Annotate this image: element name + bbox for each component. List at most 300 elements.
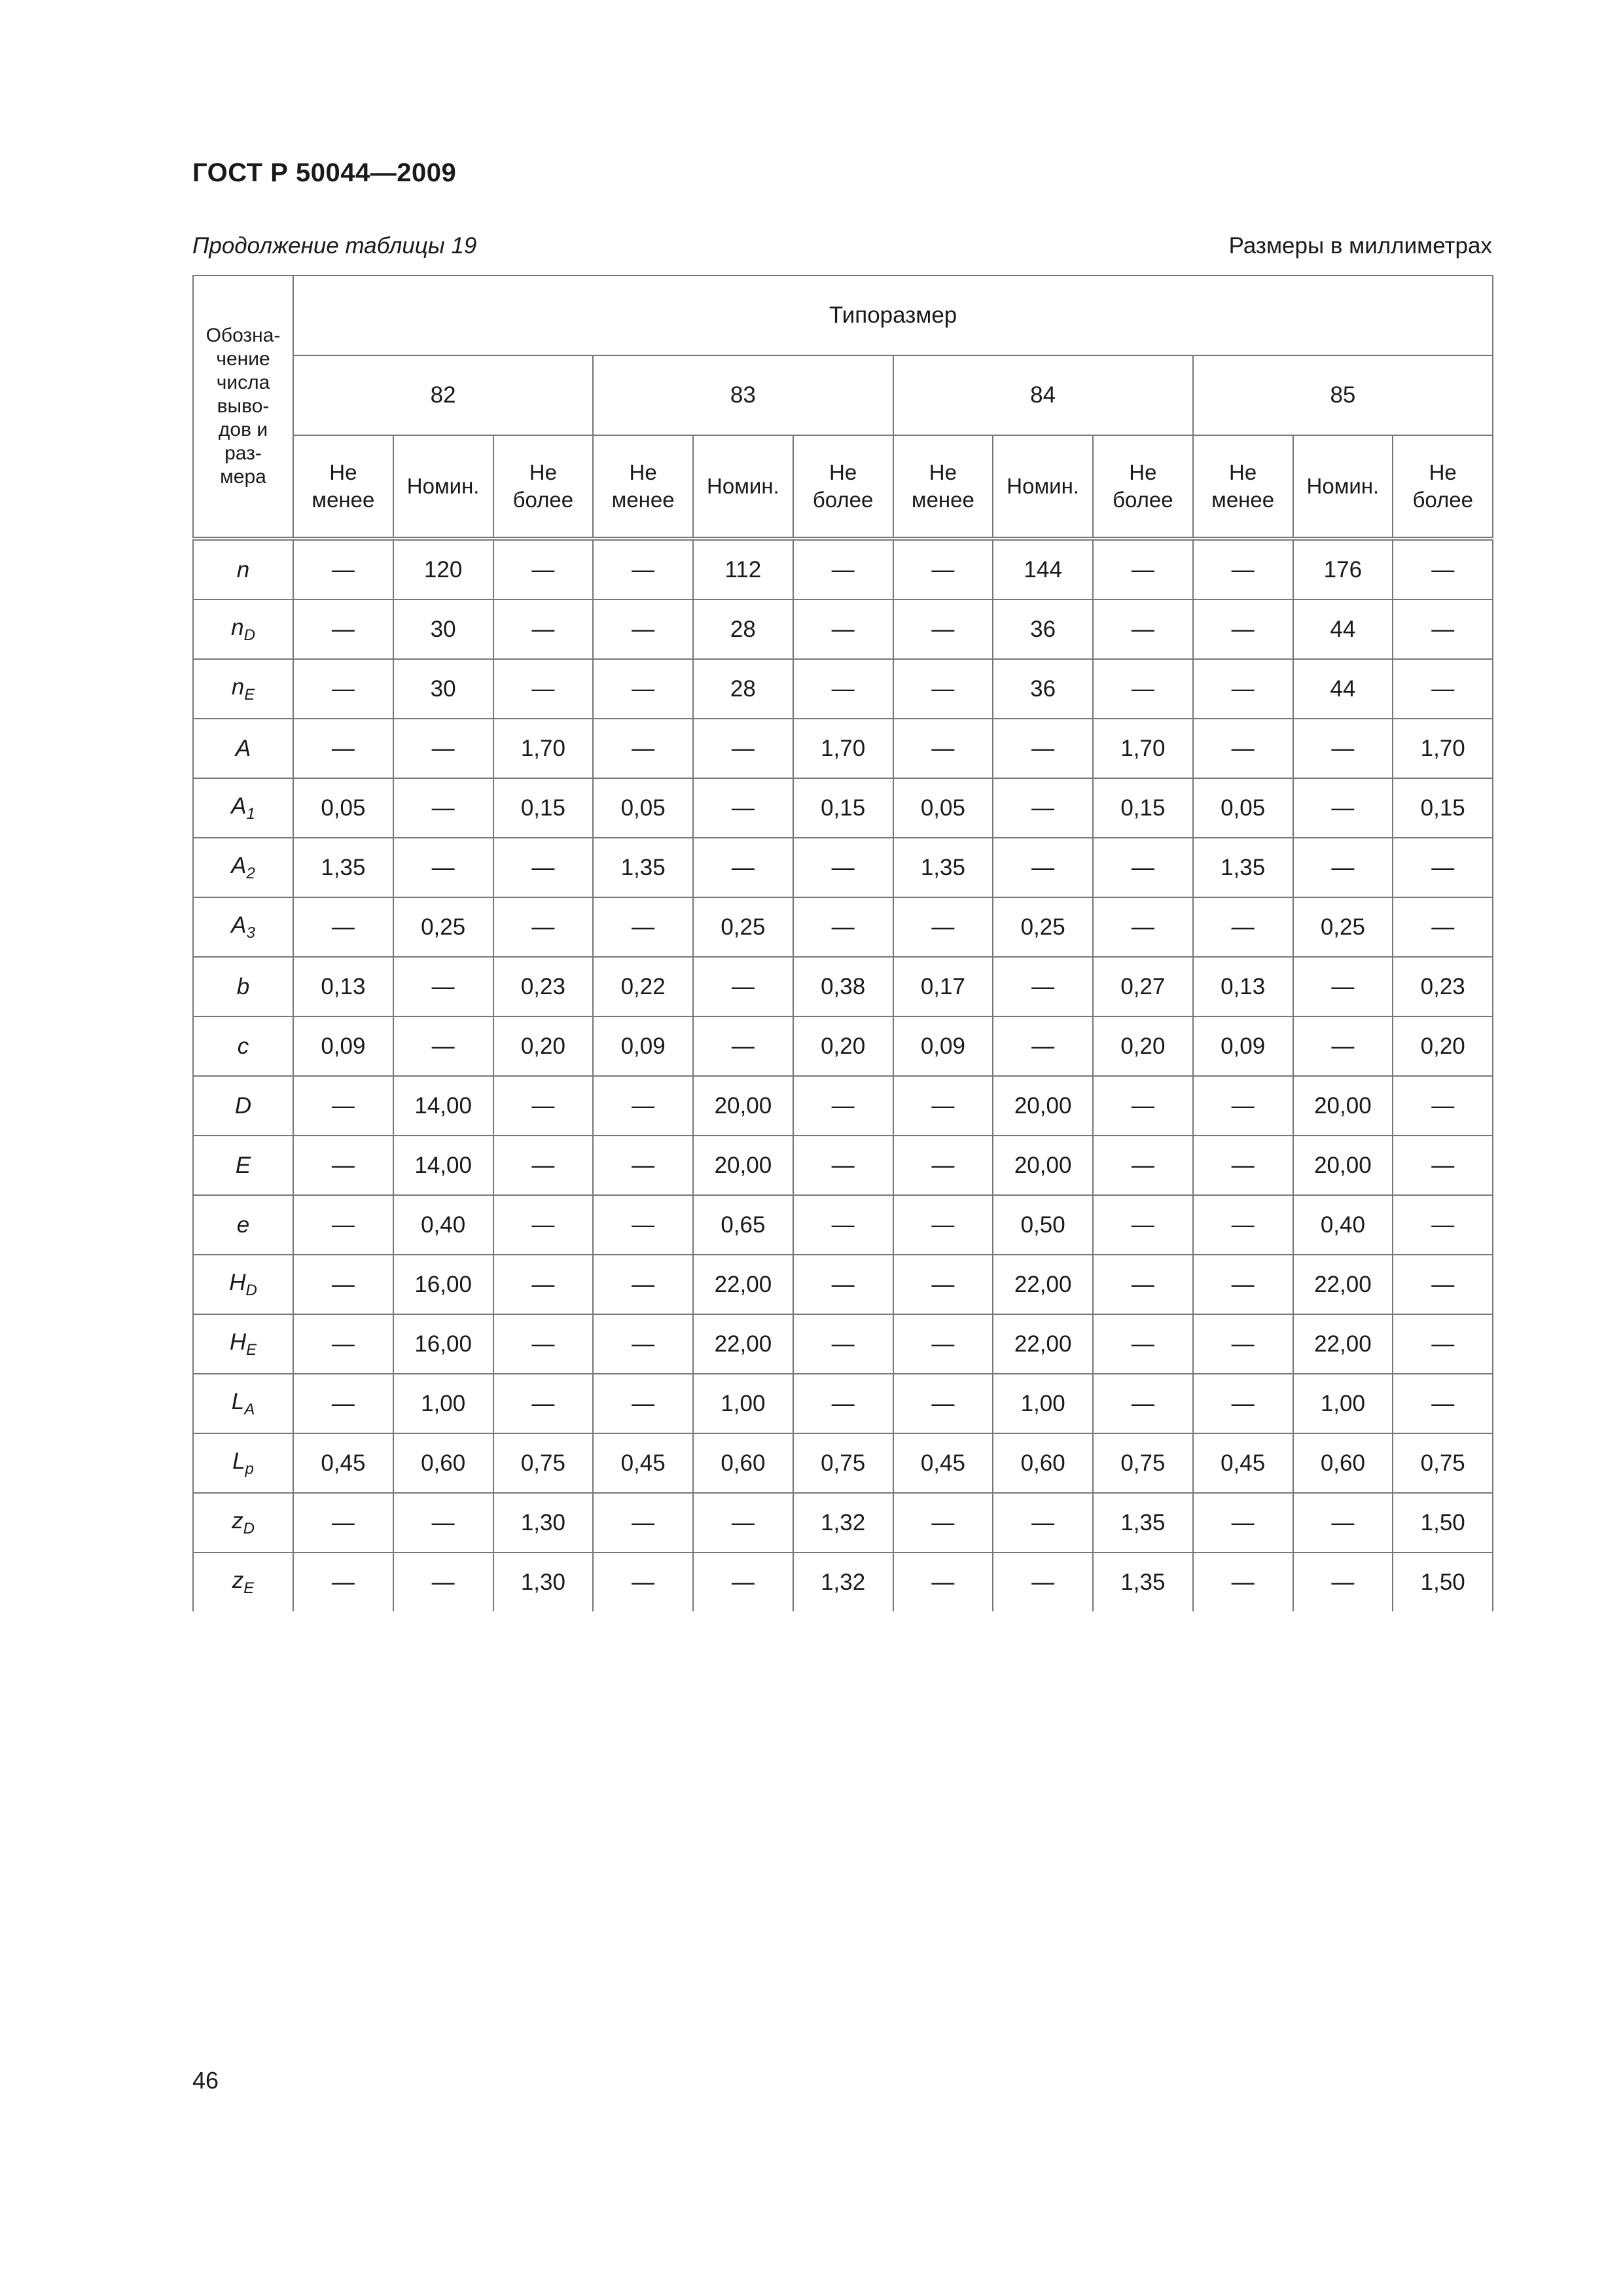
symbol-letter: n [236, 556, 250, 583]
table-cell: 0,25 [1293, 897, 1393, 957]
sub-header-85-1: Номин. [1293, 435, 1393, 539]
table-cell: 0,75 [493, 1433, 594, 1493]
table-cell: 0,09 [1193, 1016, 1293, 1076]
table-cell: — [893, 1255, 993, 1314]
symbol-letter: n [231, 614, 244, 640]
table-cell: — [393, 957, 493, 1016]
table-cell: — [293, 1076, 393, 1136]
table-cell: 22,00 [1293, 1314, 1393, 1374]
table-row [193, 1374, 1493, 1433]
table-cell: 1,50 [1393, 1552, 1493, 1611]
table-cell: 1,00 [993, 1374, 1093, 1433]
table-cell: — [793, 600, 893, 659]
sub-header-82-0: Не менее [293, 435, 393, 539]
table-cell: — [693, 1493, 793, 1552]
table-cell: — [793, 1195, 893, 1255]
table-cell: — [693, 778, 793, 838]
table-cell: 0,13 [293, 957, 393, 1016]
table-cell: — [1393, 838, 1493, 897]
table-cell: — [293, 1314, 393, 1374]
table-cell: — [593, 1314, 693, 1374]
symbol-subscript: p [245, 1460, 254, 1478]
table-cell: 1,32 [793, 1552, 893, 1611]
table-row [193, 897, 1493, 957]
type-size-85: 85 [1193, 355, 1493, 435]
sub-header-row [193, 435, 1493, 539]
table-cell: 20,00 [693, 1076, 793, 1136]
table-cell: 44 [1293, 659, 1393, 719]
symbol-letter: e [236, 1211, 250, 1238]
sub-header-85-2: Не более [1393, 435, 1493, 539]
symbol-letter: z [232, 1567, 244, 1593]
table-cell: — [1193, 1076, 1293, 1136]
symbol-letter: H [229, 1269, 246, 1295]
table-cell: 1,35 [1093, 1552, 1193, 1611]
table-cell: — [393, 1016, 493, 1076]
table-cell: — [1093, 1076, 1193, 1136]
table-cell: — [493, 600, 594, 659]
table-cell: — [1393, 1076, 1493, 1136]
table-cell: — [493, 1314, 594, 1374]
row-symbol [193, 1374, 293, 1433]
sub-header-83-1: Номин. [693, 435, 793, 539]
table-cell: — [993, 1016, 1093, 1076]
table-row [193, 600, 1493, 659]
table-cell: 0,75 [793, 1433, 893, 1493]
units-note: Размеры в миллиметрах [1228, 233, 1492, 259]
table-cell: 144 [993, 539, 1093, 600]
table-cell: 0,75 [1093, 1433, 1193, 1493]
table-cell: — [393, 1493, 493, 1552]
symbol-letter: A [231, 852, 247, 878]
table-cell: 20,00 [993, 1136, 1093, 1195]
table-cell: 0,17 [893, 957, 993, 1016]
table-cell: — [493, 897, 594, 957]
table-cell: — [593, 1493, 693, 1552]
table-cell: — [493, 1136, 594, 1195]
table-cell: — [493, 1076, 594, 1136]
table-row [193, 1016, 1493, 1076]
table-cell: 0,05 [1193, 778, 1293, 838]
table-cell: 0,65 [693, 1195, 793, 1255]
table-row [193, 539, 1493, 600]
table-cell: — [1193, 1314, 1293, 1374]
table-cell: 1,70 [1393, 719, 1493, 778]
table-cell: — [593, 1136, 693, 1195]
row-symbol [193, 1076, 293, 1136]
symbol-subscript: E [244, 685, 255, 704]
row-symbol [193, 1433, 293, 1493]
table-row [193, 957, 1493, 1016]
table-cell: — [1093, 1195, 1193, 1255]
table-cell: — [793, 1255, 893, 1314]
sub-header-82-1: Номин. [393, 435, 493, 539]
row-symbol [193, 1493, 293, 1552]
table-cell: 0,40 [1293, 1195, 1393, 1255]
table-cell: 0,22 [593, 957, 693, 1016]
table-cell: — [493, 659, 594, 719]
row-symbol [193, 1136, 293, 1195]
symbol-subscript: E [246, 1340, 257, 1359]
table-cell: 0,60 [693, 1433, 793, 1493]
table-cell: — [793, 659, 893, 719]
table-cell: 0,45 [593, 1433, 693, 1493]
row-symbol [193, 539, 293, 600]
table-cell: 0,60 [1293, 1433, 1393, 1493]
table-cell: — [393, 719, 493, 778]
table-cell: 1,00 [393, 1374, 493, 1433]
symbol-subscript: 1 [246, 804, 255, 823]
table-row [193, 1433, 1493, 1493]
table-cell: 14,00 [393, 1076, 493, 1136]
table-cell: — [1093, 1136, 1193, 1195]
row-symbol [193, 1552, 293, 1611]
table-cell: 22,00 [693, 1255, 793, 1314]
table-cell: — [1093, 1314, 1193, 1374]
table-cell: 1,30 [493, 1493, 594, 1552]
table-cell: 0,15 [493, 778, 594, 838]
table-cell: 30 [393, 600, 493, 659]
table-cell: 1,35 [893, 838, 993, 897]
table-cell: 0,13 [1193, 957, 1293, 1016]
table-cell: — [393, 838, 493, 897]
table-cell: — [1193, 600, 1293, 659]
table-cell: 0,25 [993, 897, 1093, 957]
table-cell: — [493, 1255, 594, 1314]
table-cell: — [993, 957, 1093, 1016]
table-cell: — [293, 1374, 393, 1433]
symbol-letter: E [235, 1152, 251, 1178]
table-cell: 0,05 [893, 778, 993, 838]
table-cell: 36 [993, 600, 1093, 659]
designation-header [193, 276, 293, 539]
table-cell: — [1193, 659, 1293, 719]
page-number: 46 [192, 2067, 219, 2094]
table-cell: — [1293, 719, 1393, 778]
table-cell: — [893, 897, 993, 957]
sub-header-84-2: Не более [1093, 435, 1193, 539]
table-cell: 0,15 [1093, 778, 1193, 838]
table-cell: 0,05 [593, 778, 693, 838]
table-cell: — [593, 1195, 693, 1255]
table-cell: 0,45 [293, 1433, 393, 1493]
table-cell: — [1193, 1136, 1293, 1195]
table-cell: — [1193, 897, 1293, 957]
table-cell: — [1293, 1016, 1393, 1076]
table-cell: — [593, 539, 693, 600]
table-cell: — [1393, 1195, 1493, 1255]
type-size-84: 84 [893, 355, 1193, 435]
table-cell: — [693, 838, 793, 897]
symbol-letter: L [231, 1388, 245, 1414]
table-cell: 1,70 [1093, 719, 1193, 778]
table-cell: 0,20 [1393, 1016, 1493, 1076]
table-cell: 1,35 [593, 838, 693, 897]
table-cell: — [593, 1552, 693, 1611]
table-cell: 0,20 [1093, 1016, 1193, 1076]
symbol-letter: L [232, 1448, 245, 1474]
table-cell: — [293, 539, 393, 600]
table-cell: 0,09 [893, 1016, 993, 1076]
dimensions-table [192, 275, 1493, 1611]
table-cell: — [993, 1493, 1093, 1552]
table-cell: — [893, 1552, 993, 1611]
table-cell: — [593, 1076, 693, 1136]
table-cell: — [1293, 778, 1393, 838]
table-cell: — [1393, 897, 1493, 957]
table-cell: — [593, 1255, 693, 1314]
table-cell: 0,15 [793, 778, 893, 838]
table-cell: 1,70 [493, 719, 594, 778]
table-cell: — [293, 1255, 393, 1314]
table-cell: 22,00 [693, 1314, 793, 1374]
table-cell: — [893, 1076, 993, 1136]
table-cell: — [1293, 1552, 1393, 1611]
table-cell: — [593, 897, 693, 957]
sub-header-82-2: Не более [493, 435, 594, 539]
table-cell: — [593, 719, 693, 778]
row-symbol [193, 897, 293, 957]
symbol-letter: b [236, 973, 250, 999]
table-cell: 1,70 [793, 719, 893, 778]
row-symbol [193, 957, 293, 1016]
table-cell: — [1093, 1374, 1193, 1433]
table-cell: — [1193, 539, 1293, 600]
table-row [193, 1552, 1493, 1611]
table-cell: — [893, 1374, 993, 1433]
table-cell: — [493, 1374, 594, 1433]
table-cell: — [893, 600, 993, 659]
type-size-83: 83 [593, 355, 893, 435]
table-cell: — [393, 778, 493, 838]
table-cell: — [1393, 539, 1493, 600]
table-cell: — [393, 1552, 493, 1611]
table-cell: 0,20 [493, 1016, 594, 1076]
table-cell: — [993, 778, 1093, 838]
table-cell: 1,00 [1293, 1374, 1393, 1433]
table-cell: 0,60 [393, 1433, 493, 1493]
row-symbol [193, 838, 293, 897]
type-row [193, 355, 1493, 435]
table-cell: — [1393, 1314, 1493, 1374]
table-cell: 120 [393, 539, 493, 600]
symbol-subscript: E [243, 1579, 255, 1597]
table-cell: — [293, 1493, 393, 1552]
table-cell: — [1393, 600, 1493, 659]
symbol-subscript: A [244, 1400, 255, 1418]
table-cell: — [1093, 659, 1193, 719]
table-row [193, 1195, 1493, 1255]
document-code: ГОСТ Р 50044—2009 [192, 158, 457, 187]
table-cell: — [893, 1136, 993, 1195]
table-cell: — [793, 539, 893, 600]
table-cell: — [1293, 838, 1393, 897]
table-cell: — [293, 659, 393, 719]
table-cell: — [1393, 1374, 1493, 1433]
table-row [193, 719, 1493, 778]
table-cell: — [693, 719, 793, 778]
table-cell: 0,25 [693, 897, 793, 957]
table-cell: — [693, 957, 793, 1016]
table-cell: — [793, 838, 893, 897]
table-cell: 112 [693, 539, 793, 600]
table-cell: 20,00 [1293, 1136, 1393, 1195]
row-symbol [193, 1314, 293, 1374]
table-cell: 0,23 [493, 957, 594, 1016]
table-cell: — [893, 719, 993, 778]
table-cell: 0,20 [793, 1016, 893, 1076]
table-cell: 0,75 [1393, 1433, 1493, 1493]
table-cell: 0,09 [293, 1016, 393, 1076]
table-cell: 0,23 [1393, 957, 1493, 1016]
table-cell: 28 [693, 659, 793, 719]
symbol-letter: D [234, 1092, 252, 1119]
table-cell: — [593, 659, 693, 719]
table-row [193, 1314, 1493, 1374]
table-cell: — [1393, 1136, 1493, 1195]
symbol-letter: c [237, 1033, 249, 1059]
table-cell: 0,09 [593, 1016, 693, 1076]
table-cell: — [893, 1493, 993, 1552]
row-symbol [193, 778, 293, 838]
table-cell: 20,00 [993, 1076, 1093, 1136]
table-cell: — [293, 1136, 393, 1195]
table-cell: 1,30 [493, 1552, 594, 1611]
type-size-header: Типоразмер [293, 276, 1493, 355]
table-cell: — [893, 1195, 993, 1255]
table-cell: — [893, 539, 993, 600]
table-cell: — [293, 1195, 393, 1255]
table-cell: — [1093, 838, 1193, 897]
table-header [193, 276, 1493, 539]
table-cell: — [793, 1136, 893, 1195]
table-cell: 0,25 [393, 897, 493, 957]
symbol-letter: A [231, 793, 247, 819]
table-cell: — [1293, 957, 1393, 1016]
sub-header-84-0: Не менее [893, 435, 993, 539]
symbol-letter: A [235, 735, 251, 761]
table-cell: — [293, 1552, 393, 1611]
symbol-subscript: D [245, 1281, 257, 1299]
row-symbol [193, 1195, 293, 1255]
table-cell: 16,00 [393, 1255, 493, 1314]
table-cell: — [693, 1552, 793, 1611]
symbol-subscript: D [243, 626, 255, 644]
table-cell: — [1093, 600, 1193, 659]
table-cell: 0,45 [893, 1433, 993, 1493]
table-cell: — [1193, 1493, 1293, 1552]
table-cell: — [793, 1374, 893, 1433]
table-cell: — [793, 1314, 893, 1374]
table-cell: — [993, 719, 1093, 778]
table-cell: 0,40 [393, 1195, 493, 1255]
table-row [193, 1076, 1493, 1136]
table-cell: — [1193, 1255, 1293, 1314]
table-body [193, 539, 1493, 1611]
table-cell: 1,50 [1393, 1493, 1493, 1552]
table-cell: 22,00 [993, 1314, 1093, 1374]
table-cell: 20,00 [693, 1136, 793, 1195]
table-row [193, 838, 1493, 897]
sub-header-83-2: Не более [793, 435, 893, 539]
table-cell: 1,35 [293, 838, 393, 897]
table-cell: — [893, 659, 993, 719]
table-cell: — [693, 1016, 793, 1076]
table-cell: — [993, 1552, 1093, 1611]
table-cell: 176 [1293, 539, 1393, 600]
table-cell: — [1093, 897, 1193, 957]
table-caption: Продолжение таблицы 19 [192, 233, 477, 259]
table-cell: 0,27 [1093, 957, 1193, 1016]
table-cell: — [1193, 1552, 1293, 1611]
row-symbol [193, 659, 293, 719]
table-cell: 1,35 [1093, 1493, 1193, 1552]
table-cell: 0,05 [293, 778, 393, 838]
table-row [193, 1493, 1493, 1552]
table-cell: 14,00 [393, 1136, 493, 1195]
table-cell: — [793, 1076, 893, 1136]
table-cell: 16,00 [393, 1314, 493, 1374]
table-cell: 1,32 [793, 1493, 893, 1552]
table-cell: — [1193, 719, 1293, 778]
symbol-subscript: D [243, 1519, 255, 1537]
sub-header-84-1: Номин. [993, 435, 1093, 539]
table-cell: — [1293, 1493, 1393, 1552]
table-cell: — [1093, 1255, 1193, 1314]
table-cell: — [793, 897, 893, 957]
table-cell: 22,00 [1293, 1255, 1393, 1314]
table-row [193, 1136, 1493, 1195]
symbol-letter: n [231, 673, 245, 700]
table-cell: 0,60 [993, 1433, 1093, 1493]
symbol-letter: A [231, 912, 247, 938]
row-symbol [193, 719, 293, 778]
table-row [193, 659, 1493, 719]
table-cell: — [293, 600, 393, 659]
symbol-letter: z [232, 1507, 243, 1534]
sub-header-83-0: Не менее [593, 435, 693, 539]
table-cell: 0,50 [993, 1195, 1093, 1255]
table-cell: 22,00 [993, 1255, 1093, 1314]
table-cell: — [1193, 1195, 1293, 1255]
table-cell: 1,00 [693, 1374, 793, 1433]
table-cell: — [1093, 539, 1193, 600]
table-cell: — [1393, 659, 1493, 719]
symbol-subscript: 2 [246, 864, 255, 882]
symbol-letter: H [229, 1329, 247, 1355]
table-cell: — [1193, 1374, 1293, 1433]
type-size-82: 82 [293, 355, 593, 435]
table-cell: — [993, 838, 1093, 897]
designation-header-text: Обозна- чение числа выво- дов и раз- мера [205, 325, 281, 488]
table-cell: — [593, 600, 693, 659]
table-cell: 1,35 [1193, 838, 1293, 897]
table-cell: 0,15 [1393, 778, 1493, 838]
table-cell: — [893, 1314, 993, 1374]
table-cell: 0,45 [1193, 1433, 1293, 1493]
table-cell: 36 [993, 659, 1093, 719]
table-cell: — [593, 1374, 693, 1433]
table-row [193, 1255, 1493, 1314]
table-cell: 44 [1293, 600, 1393, 659]
table-cell: — [293, 719, 393, 778]
table-cell: — [493, 1195, 594, 1255]
sub-header-85-0: Не менее [1193, 435, 1293, 539]
table-row [193, 778, 1493, 838]
table-cell: 30 [393, 659, 493, 719]
table-cell: 28 [693, 600, 793, 659]
table-cell: — [293, 897, 393, 957]
